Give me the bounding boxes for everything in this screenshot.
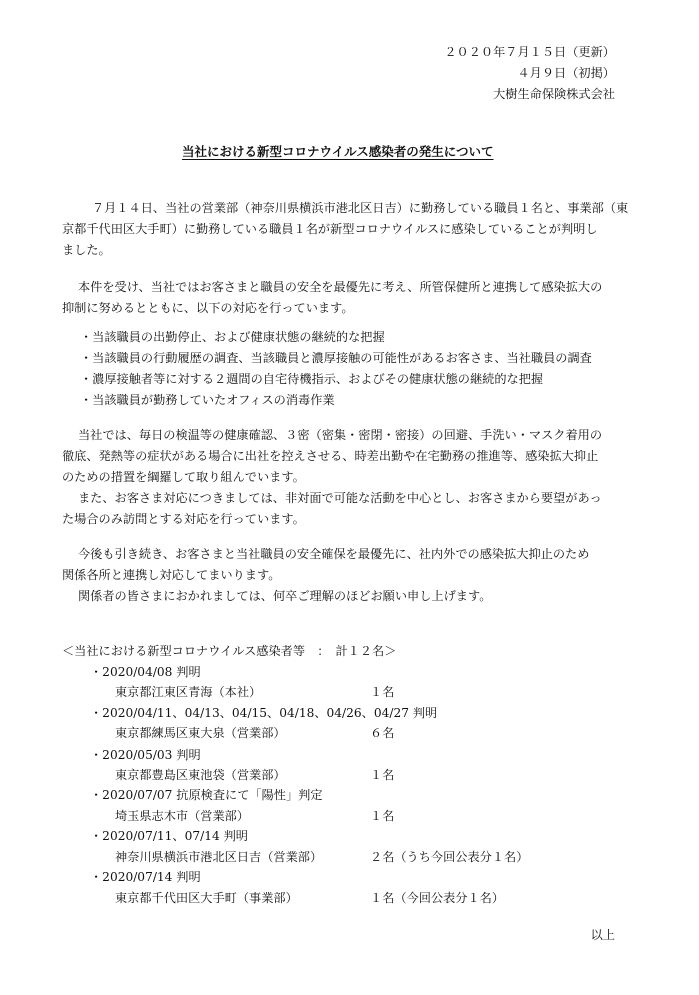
case-count: １名 bbox=[370, 768, 395, 782]
case-count: ２名（うち今回公表分１名） bbox=[370, 850, 529, 864]
paragraph-3-line: 当社では、毎日の検温等の健康確認、３密（密集・密閉・密接）の回避、手洗い・マスク着用の bbox=[78, 428, 603, 442]
paragraph-1-line: ました。 bbox=[62, 243, 111, 257]
case-location: 埼玉県志木市（営業部） bbox=[115, 809, 250, 823]
case-location: 神奈川県横浜市港北区日吉（営業部） bbox=[115, 850, 323, 864]
case-count: １名（今回公表分１名） bbox=[370, 891, 505, 905]
paragraph-2-line: 本件を受け、当社ではお客さまと職員の安全を最優先に考え、所管保健所と連携して感染拡大の bbox=[78, 280, 603, 294]
closing-text: 以上 bbox=[590, 928, 615, 942]
case-date: ・2020/07/14 判明 bbox=[90, 870, 201, 884]
case-count: １名 bbox=[370, 809, 395, 823]
paragraph-5-line: 今後も引き続き、お客さまと当社職員の安全確保を最優先に、社内外での感染拡大抑止のため bbox=[78, 547, 590, 561]
case-location: 東京都千代田区大手町（事業部） bbox=[115, 891, 298, 905]
company-name: 大樹生命保険株式会社 bbox=[493, 87, 615, 101]
paragraph-5-line: 関係各所と連携し対応してまいります。 bbox=[62, 568, 281, 582]
paragraph-4-line: た場合のみ訪問とする対応を行っています。 bbox=[62, 512, 305, 526]
case-location: 東京都江東区青海（本社） bbox=[115, 685, 262, 699]
case-location: 東京都練馬区東大泉（営業部） bbox=[115, 726, 286, 740]
case-date: ・2020/04/08 判明 bbox=[90, 665, 201, 679]
paragraph-4-line: また、お客さま対応につきましては、非対面で可能な活動を中心とし、お客さまから要望があっ bbox=[78, 491, 602, 505]
case-date: ・2020/05/03 判明 bbox=[90, 748, 201, 762]
paragraph-6-line: 関係者の皆さまにおかれましては、何卒ご理解のほどお願い申し上げます。 bbox=[78, 589, 492, 603]
paragraph-1-line: ７月１４日、当社の営業部（神奈川県横浜市港北区日吉）に勤務している職員１名と、事業部（東 bbox=[92, 201, 629, 215]
case-date: ・2020/07/07 抗原検査にて「陽性」判定 bbox=[90, 788, 323, 802]
paragraph-3-line: のための措置を綱羅して取り組んでいます。 bbox=[62, 470, 305, 484]
list-item: ・当該職員の行動履歴の調査、当該職員と濃厚接触の可能性があるお客さま、当社職員の調査 bbox=[80, 351, 592, 365]
paragraph-2-line: 抑制に努めるとともに、以下の対応を行っています。 bbox=[62, 301, 354, 315]
list-item: ・濃厚接触者等に対する２週間の自宅待機指示、およびその健康状態の継続的な把握 bbox=[80, 372, 544, 386]
cases-heading: ＜当社における新型コロナウイルス感染者等 ： 計１２名＞ bbox=[62, 644, 397, 658]
list-item: ・当該職員の出勤停止、および健康状態の継続的な把握 bbox=[80, 330, 385, 344]
case-date: ・2020/07/11、07/14 判明 bbox=[90, 829, 248, 843]
case-count: ６名 bbox=[370, 726, 395, 740]
paragraph-1-line: 京都千代田区大手町）に勤務している職員１名が新型コロナウイルスに感染していることが判明し bbox=[62, 222, 598, 236]
case-location: 東京都豊島区東池袋（営業部） bbox=[115, 768, 286, 782]
date-initial: ４月９日（初掲） bbox=[517, 66, 615, 80]
page-title: 当社における新型コロナウイルス感染者の発生について bbox=[182, 144, 494, 159]
case-date: ・2020/04/11、04/13、04/15、04/18、04/26、04/27 判明 bbox=[90, 706, 438, 720]
list-item: ・当該職員が勤務していたオフィスの消毒作業 bbox=[80, 393, 335, 407]
case-count: １名 bbox=[370, 685, 395, 699]
date-updated: ２０２０年７月１５日（更新） bbox=[444, 45, 615, 59]
paragraph-3-line: 徹底、発熱等の症状がある場合に出社を控えさせる、時差出勤や在宅勤務の推進等、感染拡大抑止 bbox=[62, 449, 599, 463]
